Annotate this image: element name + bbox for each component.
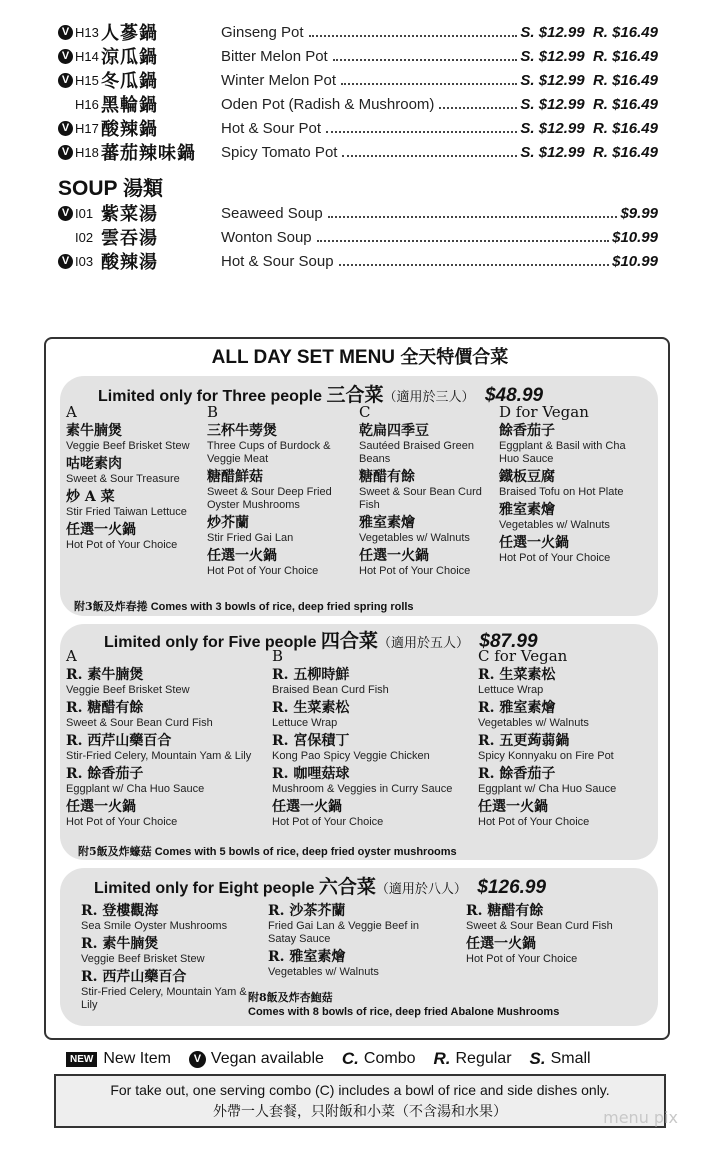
dish-name-zh: 任選一火鍋 xyxy=(207,548,277,564)
three-people-zh-note: （適用於三人） xyxy=(383,390,475,405)
small-symbol: S. xyxy=(529,1049,546,1068)
eight-people-title xyxy=(94,872,546,899)
five-note-zh: 附5飯及炸蠔菇 xyxy=(78,845,152,858)
dish-name-en: Three Cups of Burdock & Veggie Meat xyxy=(207,440,331,465)
eight-note-en: Comes with 8 bowls of rice, deep fried Abalone Mushrooms xyxy=(248,1006,560,1018)
menu-column xyxy=(207,404,349,579)
leader-dots xyxy=(328,216,618,218)
column-heading: A xyxy=(66,403,77,421)
dish-name-en: Eggplant & Basil with Cha Huo Sauce xyxy=(499,440,626,465)
item-name-zh: 涼瓜鍋 xyxy=(101,47,158,68)
column-heading: C for Vegan xyxy=(478,647,568,665)
dish-name-en: Sweet & Sour Deep Fried Oyster Mushrooms xyxy=(207,486,332,511)
vegan-icon: V xyxy=(58,254,73,269)
dish-name-zh: 雅室素燴 xyxy=(499,502,555,518)
eight-people-zh-note: （適用於八人） xyxy=(375,882,467,897)
dish-name-en: Vegetables w/ Walnuts xyxy=(268,966,379,978)
dish-name-en: Sweet & Sour Treasure xyxy=(66,473,180,485)
leader-dots xyxy=(309,35,518,37)
column-heading: C xyxy=(359,403,371,421)
menu-row xyxy=(58,250,658,272)
dish-name-zh: R. 糖醋有餘 xyxy=(466,903,544,919)
dish-name-zh: R. 餘香茄子 xyxy=(66,766,144,782)
item-code: H18 xyxy=(75,144,99,160)
dish-name-zh: 任選一火鍋 xyxy=(66,799,136,815)
dish-name-en: Sweet & Sour Bean Curd Fish xyxy=(359,486,482,511)
dish-name-zh: 糖醋有餘 xyxy=(359,469,415,485)
dish-name-zh: 素牛腩煲 xyxy=(66,423,122,439)
column-heading: D for Vegan xyxy=(499,403,589,421)
item-code: I01 xyxy=(75,205,94,221)
item-name-zh: 蕃茄辣味鍋 xyxy=(101,143,196,164)
dish-name-en: Sea Smile Oyster Mushrooms xyxy=(81,920,228,932)
set-menu-title-zh: 全天特價合菜 xyxy=(400,347,509,368)
menu-row xyxy=(58,202,658,224)
item-name-en: Hot & Sour Pot xyxy=(221,119,322,137)
menu-column xyxy=(359,404,501,579)
item-name-en: Bitter Melon Pot xyxy=(221,47,328,65)
item-name-en: Oden Pot (Radish & Mushroom) xyxy=(221,95,435,113)
leader-dots xyxy=(339,264,610,266)
column-heading: B xyxy=(207,403,219,421)
item-name-zh: 酸辣鍋 xyxy=(101,119,158,140)
watermark: menu pix xyxy=(603,1108,678,1127)
five-people-zh-note: （適用於五人） xyxy=(377,636,469,651)
dish-name-en: Eggplant w/ Cha Huo Sauce xyxy=(478,783,617,795)
dish-name-en: Lettuce Wrap xyxy=(478,684,544,696)
dish-name-en: Hot Pot of Your Choice xyxy=(272,816,384,828)
three-people-price: $48.99 xyxy=(484,385,544,406)
dish-name-zh: R. 素牛腩煲 xyxy=(81,936,159,952)
legend-regular xyxy=(433,1049,511,1069)
dish-name-zh: 雅室素燴 xyxy=(359,515,415,531)
dish-name-en: Veggie Beef Brisket Stew xyxy=(81,953,205,965)
dish-name-zh: R. 沙茶芥蘭 xyxy=(268,903,346,919)
menu-column xyxy=(478,648,678,830)
combo-symbol: C. xyxy=(341,1049,359,1068)
leader-dots xyxy=(439,107,517,109)
takeout-note xyxy=(54,1074,666,1128)
item-code: I02 xyxy=(75,229,94,245)
dish-name-en: Hot Pot of Your Choice xyxy=(466,953,578,965)
item-price: S. $12.99 R. $16.49 xyxy=(520,23,658,41)
dish-name-en: Hot Pot of Your Choice xyxy=(359,565,471,577)
five-people-label: Limited only for Five people xyxy=(104,634,317,651)
vegan-icon: V xyxy=(189,1051,206,1068)
dish-name-en: Spicy Konnyaku on Fire Pot xyxy=(478,750,614,762)
leader-dots xyxy=(333,59,518,61)
dish-name-zh: R. 五更蒟蒻鍋 xyxy=(478,733,570,749)
legend-vegan xyxy=(189,1050,324,1068)
menu-row xyxy=(58,226,658,248)
three-note-en: Comes with 3 bowls of rice, deep fried spring rolls xyxy=(150,601,414,613)
dish-name-zh: 炒芥蘭 xyxy=(207,515,249,531)
dish-name-zh: R. 咖哩菇球 xyxy=(272,766,350,782)
takeout-note-zh: 外帶一人套餐，只附飯和小菜（不含湯和水果） xyxy=(213,1104,507,1120)
eight-people-price: $126.99 xyxy=(477,877,547,898)
menu-row xyxy=(58,45,658,67)
five-people-zh: 四合菜 xyxy=(320,630,378,652)
item-code: H17 xyxy=(75,120,99,136)
regular-symbol: R. xyxy=(433,1049,451,1068)
dish-name-en: Stir Fried Gai Lan xyxy=(207,532,294,544)
takeout-note-en: For take out, one serving combo (C) includes a bowl of rice and side dishes only. xyxy=(110,1082,610,1098)
column-heading: B xyxy=(272,647,284,665)
item-price: S. $12.99 R. $16.49 xyxy=(520,95,658,113)
vegan-icon: V xyxy=(58,73,73,88)
menu-column xyxy=(66,648,266,830)
item-code: I03 xyxy=(75,253,94,269)
dish-name-en: Eggplant w/ Cha Huo Sauce xyxy=(66,783,205,795)
eight-people-label: Limited only for Eight people xyxy=(94,880,315,897)
three-people-label: Limited only for Three people xyxy=(98,388,323,405)
item-name-en: Seaweed Soup xyxy=(221,204,323,222)
dish-name-en: Veggie Beef Brisket Stew xyxy=(66,440,190,452)
dish-name-en: Stir-Fried Celery, Mountain Yam & Lily xyxy=(66,750,252,762)
menu-column xyxy=(81,900,261,1013)
dish-name-zh: R. 宮保積丁 xyxy=(272,733,350,749)
item-name-zh: 冬瓜鍋 xyxy=(101,71,158,92)
eight-note-zh: 附8飯及炸杏鮑菇 xyxy=(248,991,333,1004)
legend-small xyxy=(530,1049,591,1069)
regular-label: Regular xyxy=(455,1050,512,1067)
menu-column xyxy=(499,404,641,566)
vegan-icon: V xyxy=(58,145,73,160)
item-name-en: Hot & Sour Soup xyxy=(221,252,334,270)
dish-name-en: Hot Pot of Your Choice xyxy=(207,565,319,577)
leader-dots xyxy=(341,83,517,85)
item-name-en: Ginseng Pot xyxy=(221,23,304,41)
dish-name-zh: R. 生菜素松 xyxy=(478,667,556,683)
three-people-note xyxy=(74,598,414,614)
set-menu-title xyxy=(0,343,720,369)
dish-name-zh: 三杯牛蒡煲 xyxy=(207,423,277,439)
dish-name-zh: R. 素牛腩煲 xyxy=(66,667,144,683)
dish-name-zh: R. 登樓觀海 xyxy=(81,903,159,919)
menu-column xyxy=(272,648,472,830)
dish-name-en: Sweet & Sour Bean Curd Fish xyxy=(466,920,613,932)
menu-column xyxy=(268,900,448,980)
dish-name-en: Braised Tofu on Hot Plate xyxy=(499,486,624,498)
item-name-en: Spicy Tomato Pot xyxy=(221,143,338,161)
dish-name-en: Sautéed Braised Green Beans xyxy=(359,440,474,465)
item-price: $10.99 xyxy=(612,252,658,270)
dish-name-en: Vegetables w/ Walnuts xyxy=(359,532,470,544)
item-price: S. $12.99 R. $16.49 xyxy=(520,71,658,89)
five-note-en: Comes with 5 bowls of rice, deep fried oyster mushrooms xyxy=(154,846,457,858)
dish-name-zh: 任選一火鍋 xyxy=(66,522,136,538)
dish-name-zh: 任選一火鍋 xyxy=(272,799,342,815)
item-name-en: Wonton Soup xyxy=(221,228,312,246)
dish-name-zh: R. 生菜素松 xyxy=(272,700,350,716)
dish-name-en: Hot Pot of Your Choice xyxy=(66,539,178,551)
dish-name-en: Kong Pao Spicy Veggie Chicken xyxy=(272,750,430,762)
dish-name-zh: 餘香茄子 xyxy=(499,423,555,439)
item-price: $10.99 xyxy=(612,228,658,246)
three-note-zh: 附3飯及炸春捲 xyxy=(74,600,148,613)
dish-name-zh: R. 餘香茄子 xyxy=(478,766,556,782)
dish-name-zh: R. 雅室素燴 xyxy=(478,700,556,716)
item-code: H14 xyxy=(75,48,99,64)
legend-new xyxy=(66,1050,171,1068)
item-name-zh: 黑輪鍋 xyxy=(101,95,158,116)
leader-dots xyxy=(342,155,517,157)
dish-name-en: Vegetables w/ Walnuts xyxy=(499,519,610,531)
soup-title-en: SOUP xyxy=(58,177,118,200)
dish-name-en: Lettuce Wrap xyxy=(272,717,338,729)
dish-name-zh: 任選一火鍋 xyxy=(359,548,429,564)
menu-row xyxy=(58,69,658,91)
dish-name-zh: 任選一火鍋 xyxy=(478,799,548,815)
dish-name-zh: 鐵板豆腐 xyxy=(499,469,555,485)
dish-name-zh: 任選一火鍋 xyxy=(466,936,536,952)
eight-people-zh: 六合菜 xyxy=(318,876,376,898)
dish-name-en: Hot Pot of Your Choice xyxy=(478,816,590,828)
three-people-title xyxy=(98,380,543,407)
soup-title-zh: 湯類 xyxy=(122,176,163,200)
vegan-icon: V xyxy=(58,206,73,221)
dish-name-en: Stir Fried Taiwan Lettuce xyxy=(66,506,187,518)
dish-name-zh: R. 糖醋有餘 xyxy=(66,700,144,716)
dish-name-en: Hot Pot of Your Choice xyxy=(66,816,178,828)
item-price: S. $12.99 R. $16.49 xyxy=(520,143,658,161)
dish-name-en: Stir-Fried Celery, Mountain Yam & Lily xyxy=(81,986,247,1011)
item-name-zh: 人蔘鍋 xyxy=(101,23,158,44)
dish-name-zh: 任選一火鍋 xyxy=(499,535,569,551)
item-code: H16 xyxy=(75,96,99,112)
dish-name-en: Mushroom & Veggies in Curry Sauce xyxy=(272,783,453,795)
menu-row xyxy=(58,93,658,115)
dish-name-zh: 咕咾素肉 xyxy=(66,456,122,472)
menu-column xyxy=(466,900,646,967)
leader-dots xyxy=(326,131,517,133)
legend xyxy=(66,1049,666,1069)
menu-row xyxy=(58,117,658,139)
dish-name-en: Hot Pot of Your Choice xyxy=(499,552,611,564)
vegan-label: Vegan available xyxy=(210,1050,324,1067)
dish-name-zh: R. 西芹山藥百合 xyxy=(81,969,187,985)
dish-name-en: Veggie Beef Brisket Stew xyxy=(66,684,190,696)
vegan-icon: V xyxy=(58,49,73,64)
item-code: H13 xyxy=(75,24,99,40)
menu-row xyxy=(58,21,658,43)
column-heading: A xyxy=(66,647,77,665)
dish-name-zh: R. 雅室素燴 xyxy=(268,949,346,965)
item-code: H15 xyxy=(75,72,99,88)
item-name-zh: 紫菜湯 xyxy=(101,204,158,225)
item-price: S. $12.99 R. $16.49 xyxy=(520,47,658,65)
vegan-icon: V xyxy=(58,25,73,40)
item-name-en: Winter Melon Pot xyxy=(221,71,337,89)
combo-label: Combo xyxy=(363,1050,416,1067)
dish-name-zh: 糖醋鮮菇 xyxy=(207,469,263,485)
dish-name-en: Vegetables w/ Walnuts xyxy=(478,717,589,729)
leader-dots xyxy=(317,240,609,242)
dish-name-en: Sweet & Sour Bean Curd Fish xyxy=(66,717,213,729)
dish-name-zh: 乾扁四季豆 xyxy=(359,423,429,439)
three-people-zh: 三合菜 xyxy=(326,384,384,406)
five-people-note xyxy=(78,843,457,859)
item-name-zh: 雲吞湯 xyxy=(101,228,158,249)
set-menu-title-en: ALL DAY SET MENU xyxy=(211,347,396,368)
new-badge: NEW xyxy=(66,1052,97,1067)
item-name-zh: 酸辣湯 xyxy=(101,252,158,273)
menu-column xyxy=(66,404,208,553)
small-label: Small xyxy=(550,1050,591,1067)
item-price: S. $12.99 R. $16.49 xyxy=(520,119,658,137)
menu-row xyxy=(58,141,658,163)
vegan-icon: V xyxy=(58,121,73,136)
dish-name-zh: 炒 A 菜 xyxy=(66,489,115,505)
dish-name-zh: R. 西芹山藥百合 xyxy=(66,733,172,749)
legend-combo xyxy=(342,1049,416,1069)
soup-section-title xyxy=(58,172,163,201)
item-price: $9.99 xyxy=(620,204,658,222)
five-people-price: $87.99 xyxy=(479,631,538,652)
dish-name-en: Fried Gai Lan & Veggie Beef in Satay Sauce xyxy=(268,920,420,945)
dish-name-zh: R. 五柳時鮮 xyxy=(272,667,350,683)
eight-people-note xyxy=(248,990,559,1020)
new-label: New Item xyxy=(103,1050,171,1067)
dish-name-en: Braised Bean Curd Fish xyxy=(272,684,389,696)
